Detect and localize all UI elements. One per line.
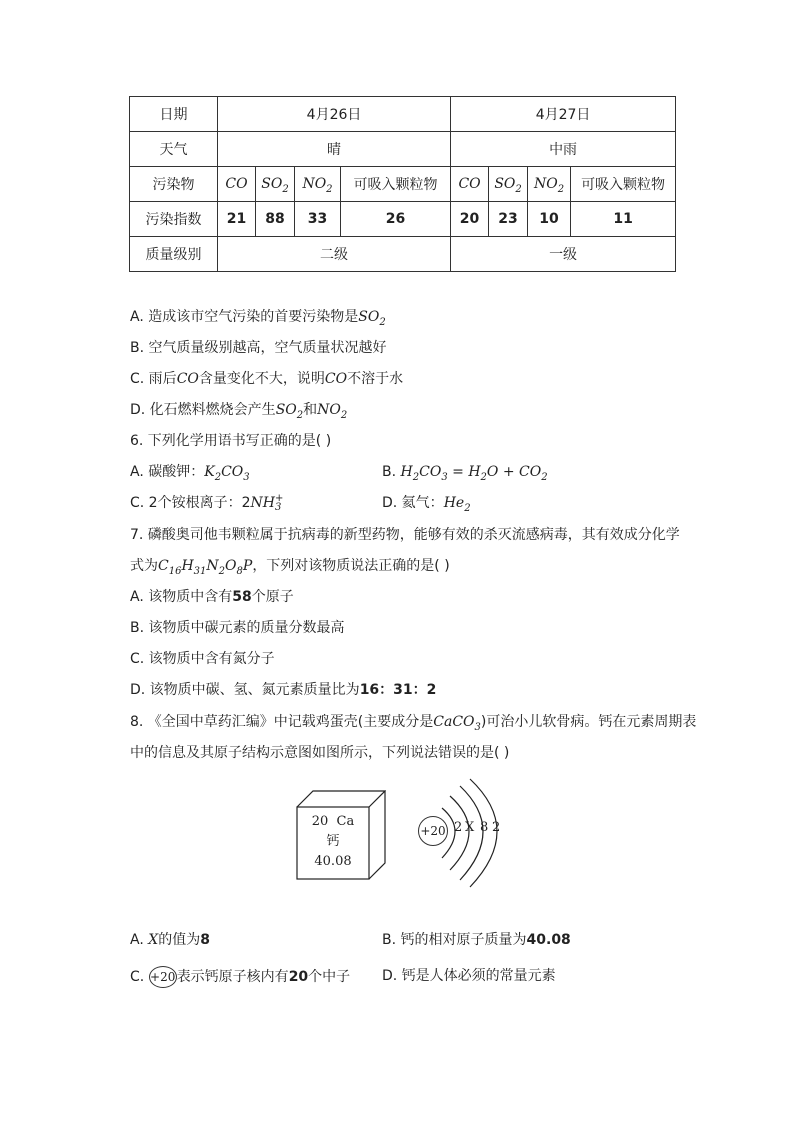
table-row-index bbox=[130, 202, 676, 237]
element-symbol: Ca bbox=[336, 814, 355, 829]
table-row-level bbox=[130, 237, 676, 272]
pollutant-pm: 可吸入颗粒物 bbox=[571, 167, 676, 202]
q5-option-d: D. 化石燃料燃烧会产生$SO_2$和$NO_2$ bbox=[130, 402, 348, 421]
pollutant-so2: $SO_2$ bbox=[256, 167, 295, 202]
row-label: 天气 bbox=[130, 132, 218, 167]
atomic-number: 20 bbox=[311, 814, 329, 829]
weather-cell-1: 晴 bbox=[218, 132, 451, 167]
level-cell-2: 一级 bbox=[451, 237, 676, 272]
q8-option-a: A. X的值为8 bbox=[130, 932, 210, 948]
shell-1-electrons: 2 bbox=[454, 820, 463, 835]
pollutant-co: CO bbox=[218, 167, 256, 202]
row-label: 日期 bbox=[130, 97, 218, 132]
table-row-date bbox=[130, 97, 676, 132]
q6-option-a: A. 碳酸钾：$K_2CO_3$ bbox=[130, 464, 250, 483]
shell-2-electrons: X bbox=[465, 820, 475, 835]
q6-option-c: C. 2个铵根离子：2NH + 3 bbox=[130, 493, 284, 513]
q5-option-b: B. 空气质量级别越高，空气质量状况越好 bbox=[130, 340, 387, 356]
q8-stem-line2: 中的信息及其原子结构示意图如图所示，下列说法错误的是( ) bbox=[130, 745, 510, 761]
row-label: 污染物 bbox=[130, 167, 218, 202]
air-quality-table bbox=[129, 96, 676, 272]
q6-option-d: D. 氦气：$He_2$ bbox=[382, 495, 471, 514]
q8-option-b: B. 钙的相对原子质量为40.08 bbox=[382, 932, 571, 948]
shell-3-electrons: 8 bbox=[480, 820, 489, 835]
date-cell-2: 4月27日 bbox=[451, 97, 676, 132]
level-cell-1: 二级 bbox=[218, 237, 451, 272]
q7-option-c: C. 该物质中含有氮分子 bbox=[130, 651, 275, 667]
index-value: 26 bbox=[341, 202, 451, 237]
nucleus: +20 bbox=[418, 816, 448, 846]
q7-option-d: D. 该物质中碳、氢、氮元素质量比为16：31：2 bbox=[130, 682, 437, 698]
atom-structure-diagram bbox=[412, 778, 522, 888]
q8-stem-line1: 8. 《全国中草药汇编》中记载鸡蛋壳(主要成分是CaCO$_3$)可治小儿软骨病。钙在元素周期表 bbox=[130, 714, 697, 733]
index-value: 11 bbox=[571, 202, 676, 237]
index-value: 10 bbox=[528, 202, 571, 237]
q8-option-d: D. 钙是人体必须的常量元素 bbox=[382, 968, 556, 984]
q7-stem-line1: 7. 磷酸奥司他韦颗粒属于抗病毒的新型药物，能够有效的杀灭流感病毒，其有效成分化学 bbox=[130, 527, 680, 543]
q5-option-c: C. 雨后CO含量变化不大，说明CO不溶于水 bbox=[130, 371, 404, 387]
row-label: 污染指数 bbox=[130, 202, 218, 237]
index-value: 23 bbox=[489, 202, 528, 237]
q6-stem: 6. 下列化学用语书写正确的是( ) bbox=[130, 433, 332, 449]
index-value: 21 bbox=[218, 202, 256, 237]
q7-option-a: A. 该物质中含有58个原子 bbox=[130, 589, 294, 605]
element-name: 钙 bbox=[326, 834, 340, 849]
shell-4-electrons: 2 bbox=[492, 820, 501, 835]
pollutant-no2: $NO_2$ bbox=[528, 167, 571, 202]
q8-option-c: C. +20表示钙原子核内有20个中子 bbox=[130, 966, 350, 988]
pollutant-no2: $NO_2$ bbox=[295, 167, 341, 202]
row-label: 质量级别 bbox=[130, 237, 218, 272]
q7-stem-line2: 式为$C_{16}H_{31}N_2O_8P$，下列对该物质说法正确的是( ) bbox=[130, 558, 450, 577]
q5-option-a: A. 造成该市空气污染的首要污染物是$SO_2$ bbox=[130, 309, 386, 328]
pollutant-pm: 可吸入颗粒物 bbox=[341, 167, 451, 202]
index-value: 33 bbox=[295, 202, 341, 237]
index-value: 88 bbox=[256, 202, 295, 237]
q7-option-b: B. 该物质中碳元素的质量分数最高 bbox=[130, 620, 345, 636]
weather-cell-2: 中雨 bbox=[451, 132, 676, 167]
nucleus-symbol: +20 bbox=[149, 966, 177, 988]
date-cell-1: 4月26日 bbox=[218, 97, 451, 132]
pollutant-so2: $SO_2$ bbox=[489, 167, 528, 202]
q6-option-b: B. $H_2CO_3 = H_2O + CO_2$ bbox=[382, 464, 548, 483]
index-value: 20 bbox=[451, 202, 489, 237]
atomic-mass: 40.08 bbox=[314, 854, 352, 869]
table-row-weather bbox=[130, 132, 676, 167]
table-row-pollutant bbox=[130, 167, 676, 202]
pollutant-co: CO bbox=[451, 167, 489, 202]
periodic-table-cell bbox=[296, 790, 386, 880]
